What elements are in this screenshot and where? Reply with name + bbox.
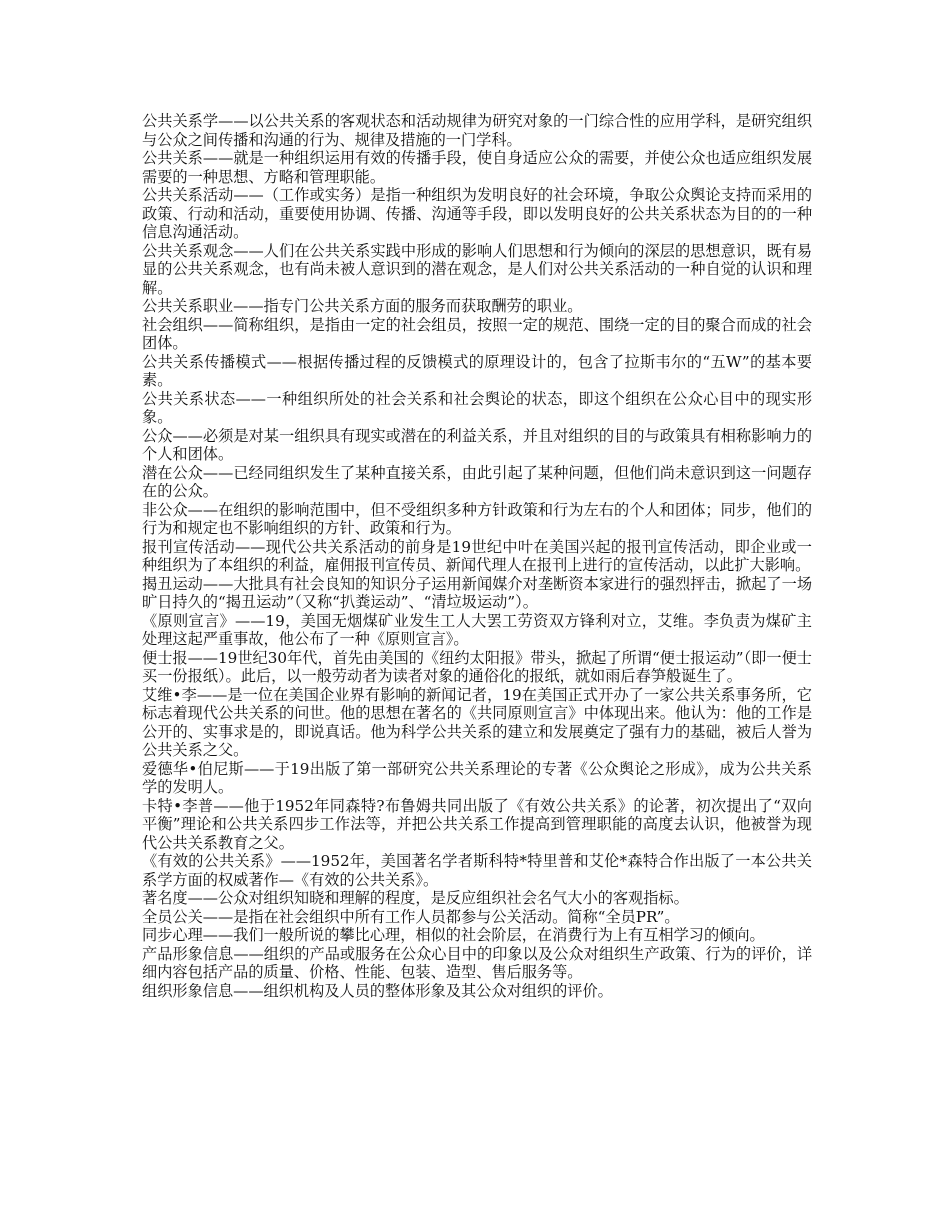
entry-ivy-lee: 艾维•李——是一位在美国企业界有影响的新闻记者，19在美国正式开办了一家公共关系事务所，它标志着现代公共关系的问世。他的思想在著名的《共同原则宣言》中体现出来。他认为：他的工作是公开的、实事求是的，即说真话。他为科学公共关系的建立和发展奠定了强有力的基础，被后人誉为公共关系之父。 xyxy=(142,685,812,759)
entry-pr-profession: 公共关系职业——指专门公共关系方面的服务而获取酬劳的职业。 xyxy=(142,297,583,315)
entry-non-public: 非公众——在组织的影响范围中，但不受组织多种方针政策和行为左右的个人和团体；同步，他们的行为和规定也不影响组织的方针、政策和行为。 xyxy=(142,500,812,537)
entry-latent-public: 潜在公众——已经同组织发生了某种直接关系，由此引起了某种问题，但他们尚未意识到这一问题存在的公众。 xyxy=(142,463,812,500)
entry-full-staff-pr: 全员公关——是指在社会组织中所有工作人员都参与公关活动。简称“全员PR”。 xyxy=(142,907,680,926)
entry-public: 公众——必须是对某一组织具有现实或潜在的利益关系，并且对组织的目的与政策具有相称影响力的个人和团体。 xyxy=(142,426,812,463)
entry-pr-communication-model: 公共关系传播模式——根据传播过程的反馈模式的原理设计的，包含了拉斯韦尔的“五W”的基本要素。 xyxy=(142,352,812,389)
entry-edward-bernays: 爱德华•伯尼斯——于19出版了第一部研究公共关系理论的专著《公众舆论之形成》，成为公共关系学的发明人。 xyxy=(142,759,812,796)
entry-public-relations: 公共关系——就是一种组织运用有效的传播手段，使自身适应公众的需要，并使公众也适应组织发展需要的一种思想、方略和管理职能。 xyxy=(142,149,812,186)
entry-public-relations-studies: 公共关系学——以公共关系的客观状态和活动规律为研究对象的一门综合性的应用学科，是研究组织与公众之间传播和沟通的行为、规律及措施的一门学科。 xyxy=(142,112,812,149)
entry-pr-concept: 公共关系观念——人们在公共关系实践中形成的影响人们思想和行为倾向的深层的思想意识，既有易显的公共关系观念，也有尚未被人意识到的潜在观念，是人们对公共关系活动的一种自觉的认识和理解。 xyxy=(142,241,812,297)
entry-product-image-info: 产品形象信息——组织的产品或服务在公众心目中的印象以及公众对组织生产政策、行为的评价，详细内容包括产品的质量、价格、性能、包装、造型、售后服务等。 xyxy=(142,944,812,981)
entry-social-organization: 社会组织——简称组织，是指由一定的社会组员，按照一定的规范、围绕一定的目的聚合而成的社会团体。 xyxy=(142,315,812,352)
entry-pr-activities: 公共关系活动——（工作或实务）是指一种组织为发明良好的社会环境，争取公众舆论支持而采用的政策、行动和活动，重要使用协调、传播、沟通等手段，即以发明良好的公共关系状态为目的的一种信息沟通活动。 xyxy=(142,186,812,241)
entry-cutlip: 卡特•李普——他于1952年同森特?布鲁姆共同出版了《有效公共关系》的论著，初次提出了“双向平衡”理论和公共关系四步工作法等，并把公共关系工作提高到管理职能的高度去认识，他被誉为现代公共关系教育之父。 xyxy=(142,796,812,852)
entry-penny-press: 便士报——19世纪30年代，首先由美国的《纽约太阳报》带头，掀起了所谓“便士报运动”（即一便士买一份报纸）。此后，以一般劳动者为读者对象的通俗化的报纸，就如雨后春笋般诞生了。 xyxy=(142,648,812,685)
entry-muckraking: 揭丑运动——大批具有社会良知的知识分子运用新闻媒介对垄断资本家进行的强烈抨击，掀起了一场旷日持久的“揭丑运动”（又称“扒粪运动”、“清垃圾运动”）。 xyxy=(142,574,812,611)
document-body xyxy=(142,112,812,1000)
entry-effective-pr-book: 《有效的公共关系》——1952年，美国著名学者斯科特*特里普和艾伦*森特合作出版了一本公共关系学方面的权威著作—《有效的公共关系》。 xyxy=(142,852,812,889)
entry-conformity-psychology: 同步心理——我们一般所说的攀比心理，相似的社会阶层，在消费行为上有互相学习的倾向。 xyxy=(142,926,765,944)
entry-press-agentry: 报刊宣传活动——现代公共关系活动的前身是19世纪中叶在美国兴起的报刊宣传活动，即企业或一种组织为了本组织的利益，雇佣报刊宣传员、新闻代理人在报刊上进行的宣传活动，以此扩大影响。 xyxy=(142,537,812,574)
entry-awareness: 著名度——公众对组织知晓和理解的程度，是反应组织社会名气大小的客观指标。 xyxy=(142,889,689,907)
entry-declaration-of-principles: 《原则宣言》——19，美国无烟煤矿业发生工人大罢工劳资双方锋利对立，艾维。李负责为煤矿主处理这起严重事故，他公布了一种《原则宣言》。 xyxy=(142,611,812,648)
entry-pr-state: 公共关系状态——一种组织所处的社会关系和社会舆论的状态，即这个组织在公众心目中的现实形象。 xyxy=(142,389,812,426)
entry-organization-image-info: 组织形象信息——组织机构及人员的整体形象及其公众对组织的评价。 xyxy=(142,981,613,1000)
